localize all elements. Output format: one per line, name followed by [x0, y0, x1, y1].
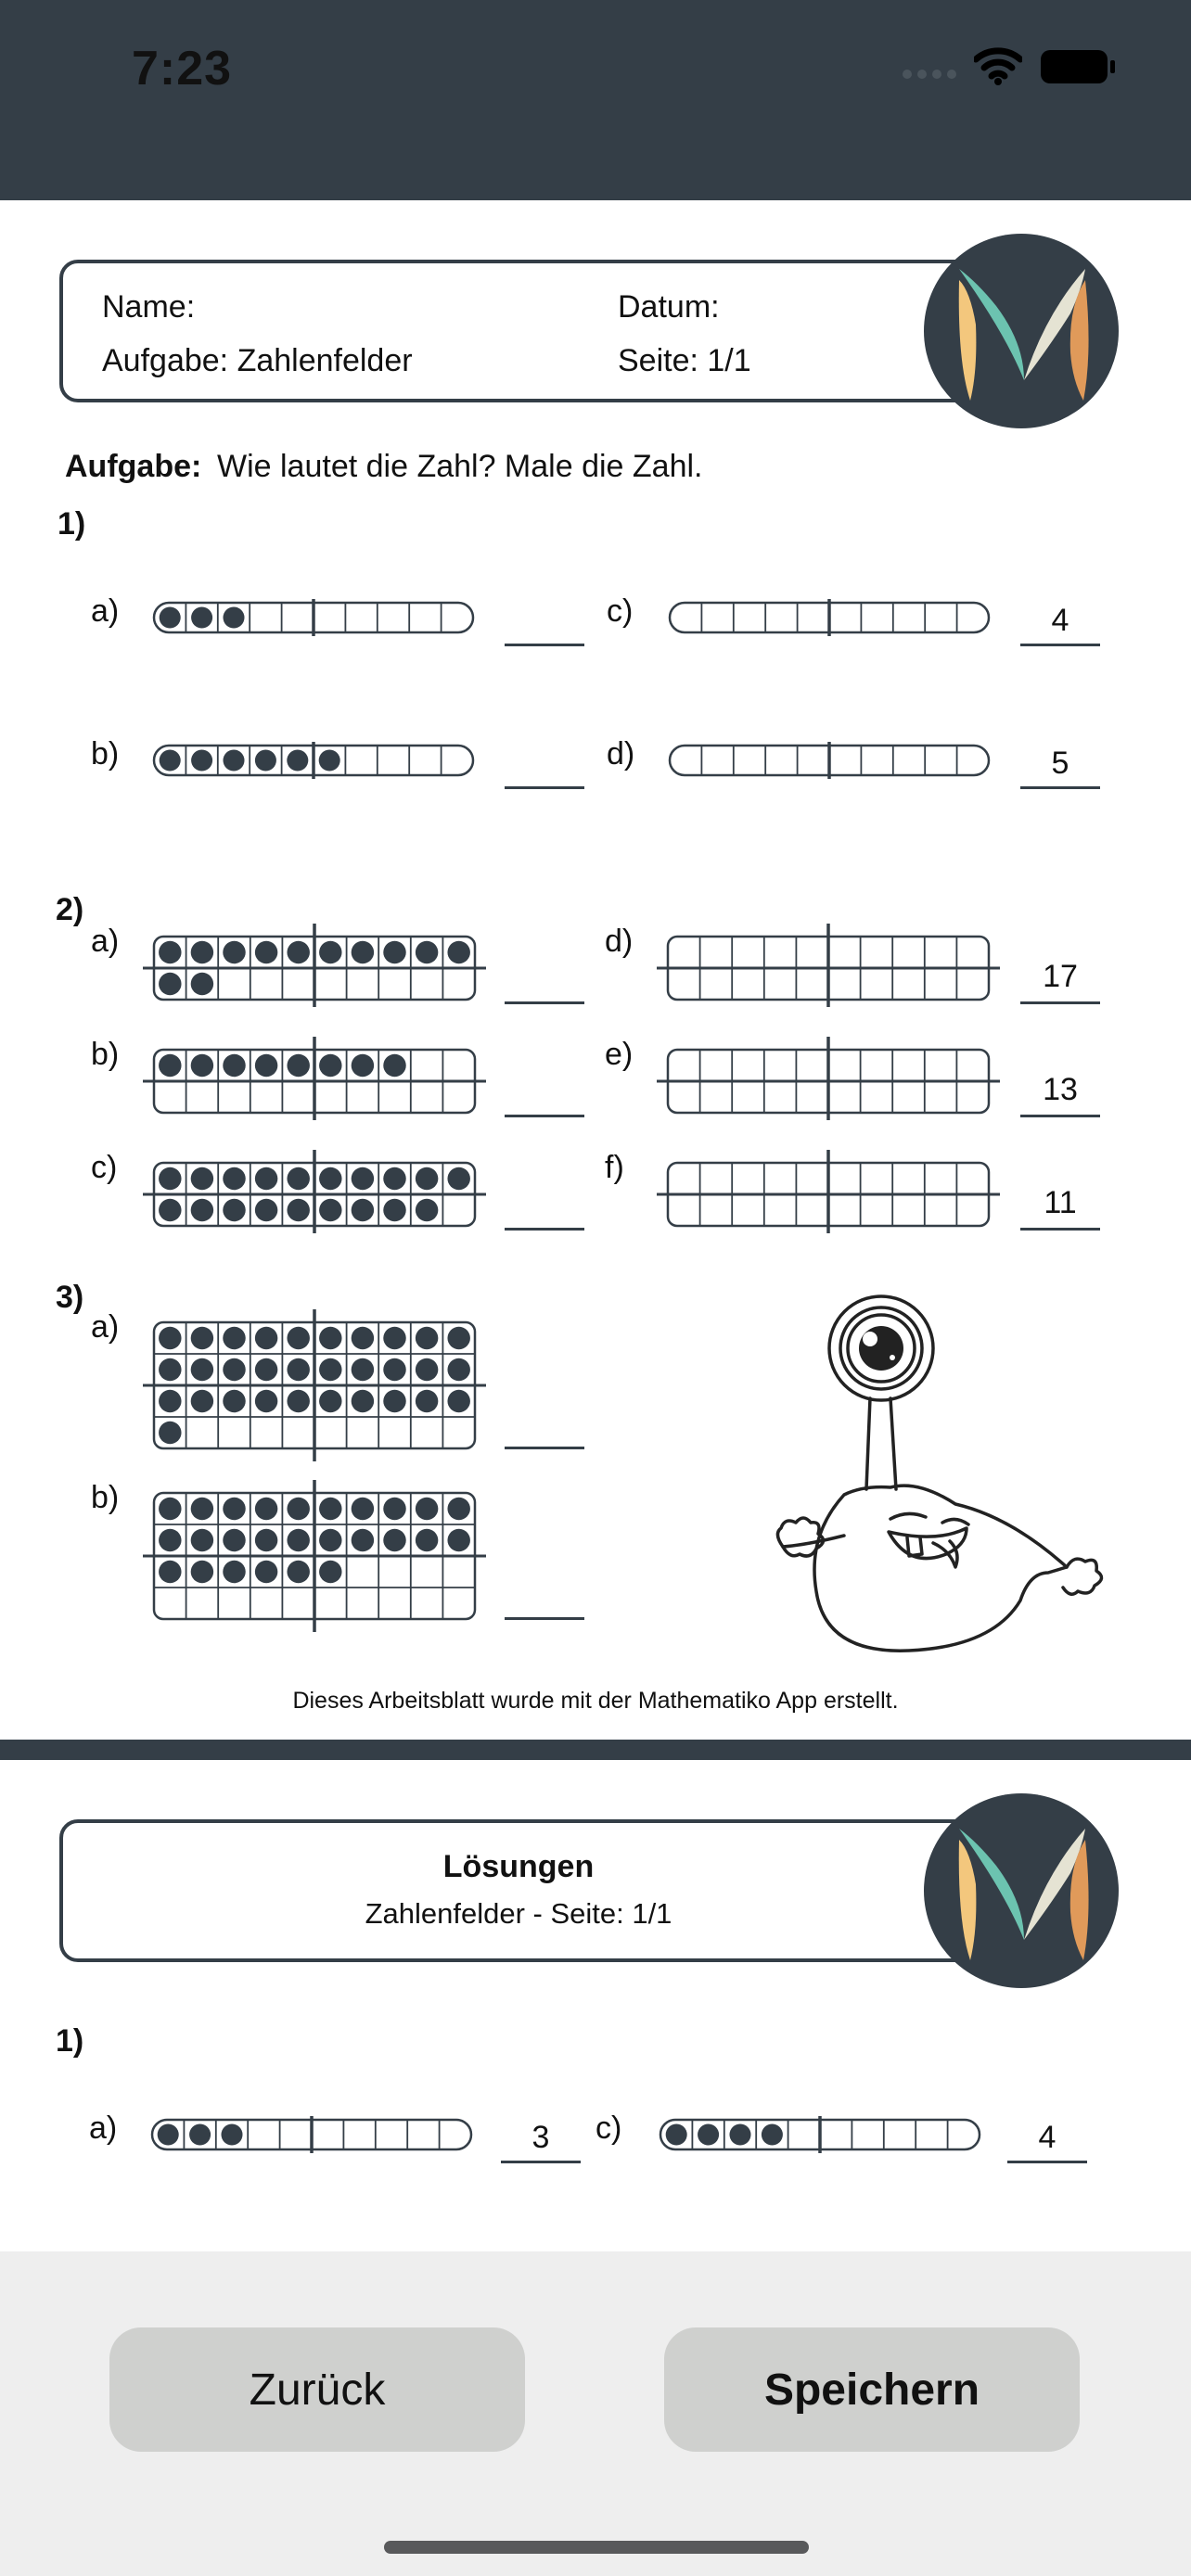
answer-line-s2-e [1020, 1115, 1100, 1117]
s1-d-letter: d) [607, 736, 635, 772]
twenty-frame-s2-a [143, 924, 486, 1007]
answer-s2-e: 13 [1043, 1072, 1078, 1107]
answer-line-s1-b [505, 786, 584, 789]
counter-dot [255, 1529, 277, 1551]
counter-dot [447, 1529, 469, 1551]
answer-s1-d: 5 [1051, 746, 1069, 781]
counter-dot [191, 1167, 213, 1190]
s2-b-letter: b) [91, 1037, 120, 1072]
counter-dot [223, 606, 244, 628]
s2-a-letter: a) [91, 924, 120, 959]
counter-dot [416, 1327, 438, 1349]
twenty-frame-s2-b [143, 1037, 486, 1120]
counter-dot [352, 1358, 374, 1381]
counter-dot [221, 2123, 242, 2145]
counter-dot [159, 1390, 181, 1412]
answer-line-s2-f [1020, 1228, 1100, 1231]
worksheet-header-box [59, 260, 978, 402]
save-button[interactable]: Speichern [664, 2327, 1080, 2452]
counter-dot [191, 1054, 213, 1077]
forty-frame-s3-b [143, 1480, 486, 1632]
counter-dot [191, 1529, 213, 1551]
twenty-frame-s2-e [657, 1037, 1000, 1120]
answer-line-s2-d [1020, 1001, 1100, 1004]
counter-dot [762, 2123, 783, 2145]
counter-dot [383, 1358, 405, 1381]
section3-label: 3) [56, 1280, 84, 1315]
worksheet-page [0, 200, 1191, 1740]
section2-label: 2) [56, 892, 84, 927]
counter-dot [287, 1167, 309, 1190]
counter-dot [319, 1529, 341, 1551]
answer-line-s1-d [1020, 786, 1100, 789]
counter-dot [352, 1390, 374, 1412]
answer-s2-d: 17 [1043, 959, 1078, 994]
wifi-icon [974, 46, 1022, 85]
counter-dot [223, 1390, 245, 1412]
counter-dot [319, 1327, 341, 1349]
counter-dot [287, 1390, 309, 1412]
counter-dot [447, 1327, 469, 1349]
counter-dot [416, 1358, 438, 1381]
ten-frame-s1-c [664, 599, 994, 636]
counter-dot [383, 1390, 405, 1412]
counter-dot [698, 2123, 719, 2145]
counter-dot [255, 1498, 277, 1520]
counter-dot [352, 1199, 374, 1221]
counter-dot [191, 1498, 213, 1520]
counter-dot [159, 973, 181, 995]
counter-dot [223, 749, 244, 771]
counter-dot [287, 1199, 309, 1221]
ten-frame-s1-d [664, 742, 994, 779]
back-button[interactable]: Zurück [109, 2327, 525, 2452]
counter-dot [189, 2123, 211, 2145]
counter-dot [255, 941, 277, 963]
page-label: Seite: 1/1 [618, 343, 751, 378]
solutions-header-box [59, 1819, 978, 1962]
counter-dot [159, 1498, 181, 1520]
counter-dot [383, 1054, 405, 1077]
counter-dot [352, 941, 374, 963]
ten-frame-solution-a [147, 2116, 477, 2153]
counter-dot [159, 941, 181, 963]
counter-dot [223, 1529, 245, 1551]
s2-c-letter: c) [91, 1150, 118, 1185]
counter-dot [223, 1358, 245, 1381]
counter-dot [416, 1390, 438, 1412]
counter-dot [319, 1054, 341, 1077]
counter-dot [319, 941, 341, 963]
answer-line-s2-b [505, 1115, 584, 1117]
counter-dot [191, 1358, 213, 1381]
cellular-signal-icon [902, 67, 959, 82]
counter-dot [159, 1561, 181, 1583]
s1-b-letter: b) [91, 736, 120, 772]
counter-dot [416, 1529, 438, 1551]
home-indicator[interactable] [384, 2541, 809, 2554]
name-label: Name: [102, 289, 196, 325]
counter-dot [191, 941, 213, 963]
counter-dot [223, 1167, 245, 1190]
counter-dot [319, 1167, 341, 1190]
status-bar [0, 0, 1191, 200]
solutions-title: Lösungen [442, 1849, 595, 1884]
counter-dot [383, 1167, 405, 1190]
counter-dot [160, 749, 181, 771]
counter-dot [223, 1327, 245, 1349]
counter-dot [319, 749, 340, 771]
instruction-text: Wie lautet die Zahl? Male die Zahl. [217, 449, 703, 484]
counter-dot [223, 1199, 245, 1221]
s1-c-letter: c) [607, 593, 634, 629]
answer-line-s2-c [505, 1228, 584, 1231]
answer-sol-a: 3 [531, 2120, 550, 2155]
counter-dot [416, 1498, 438, 1520]
answer-line-s1-a [505, 644, 584, 646]
answer-line-s1-c [1020, 644, 1100, 646]
twenty-frame-s2-f [657, 1150, 1000, 1233]
answer-line-sol-c [1007, 2161, 1087, 2163]
counter-dot [287, 1358, 309, 1381]
answer-line-s3-a [505, 1447, 584, 1449]
counter-dot [352, 1498, 374, 1520]
page-divider [0, 1740, 1191, 1760]
sol-c-letter: c) [596, 2111, 622, 2146]
s2-e-letter: e) [605, 1037, 634, 1072]
counter-dot [191, 1199, 213, 1221]
counter-dot [191, 973, 213, 995]
counter-dot [352, 1167, 374, 1190]
counter-dot [287, 1498, 309, 1520]
counter-dot [287, 941, 309, 963]
counter-dot [159, 1199, 181, 1221]
counter-dot [223, 1054, 245, 1077]
counter-dot [319, 1561, 341, 1583]
counter-dot [191, 606, 212, 628]
counter-dot [383, 1529, 405, 1551]
counter-dot [447, 1167, 469, 1190]
counter-dot [447, 1358, 469, 1381]
counter-dot [287, 1054, 309, 1077]
counter-dot [255, 1358, 277, 1381]
answer-s2-f: 11 [1044, 1185, 1077, 1220]
counter-dot [255, 1199, 277, 1221]
counter-dot [447, 1498, 469, 1520]
answer-sol-c: 4 [1038, 2120, 1057, 2155]
counter-dot [319, 1199, 341, 1221]
s3-b-letter: b) [91, 1480, 120, 1515]
s2-f-letter: f) [605, 1150, 624, 1185]
date-label: Datum: [618, 289, 720, 325]
counter-dot [255, 1390, 277, 1412]
twenty-frame-s2-d [657, 924, 1000, 1007]
counter-dot [447, 941, 469, 963]
solutions-section1-label: 1) [56, 2023, 84, 2059]
counter-dot [447, 1390, 469, 1412]
counter-dot [255, 1327, 277, 1349]
counter-dot [319, 1358, 341, 1381]
counter-dot [383, 1498, 405, 1520]
counter-dot [191, 749, 212, 771]
answer-line-s3-b [505, 1617, 584, 1620]
instruction-bold: Aufgabe: [65, 449, 202, 484]
counter-dot [255, 749, 276, 771]
counter-dot [287, 1529, 309, 1551]
counter-dot [352, 1529, 374, 1551]
answer-s1-c: 4 [1051, 603, 1069, 638]
counter-dot [159, 1529, 181, 1551]
counter-dot [223, 941, 245, 963]
counter-dot [383, 1199, 405, 1221]
counter-dot [287, 1561, 309, 1583]
task-label: Aufgabe: Zahlenfelder [102, 343, 413, 378]
counter-dot [255, 1054, 277, 1077]
counter-dot [416, 1199, 438, 1221]
counter-dot [160, 606, 181, 628]
counter-dot [416, 941, 438, 963]
counter-dot [159, 1422, 181, 1444]
counter-dot [352, 1054, 374, 1077]
counter-dot [729, 2123, 750, 2145]
solutions-page [0, 1760, 1191, 2251]
section1-label: 1) [58, 506, 86, 542]
counter-dot [159, 1054, 181, 1077]
counter-dot [191, 1390, 213, 1412]
ten-frame-s1-a [148, 599, 479, 636]
counter-dot [223, 1561, 245, 1583]
answer-line-s2-a [505, 1001, 584, 1004]
ten-frame-s1-b [148, 742, 479, 779]
s1-a-letter: a) [91, 593, 120, 629]
counter-dot [319, 1498, 341, 1520]
solutions-subtitle: Zahlenfelder - Seite: 1/1 [365, 1897, 672, 1930]
counter-dot [191, 1327, 213, 1349]
counter-dot [352, 1327, 374, 1349]
counter-dot [255, 1561, 277, 1583]
twenty-frame-s2-c [143, 1150, 486, 1233]
s3-a-letter: a) [91, 1309, 120, 1345]
counter-dot [159, 1167, 181, 1190]
counter-dot [191, 1561, 213, 1583]
counter-dot [158, 2123, 179, 2145]
counter-dot [287, 749, 308, 771]
mathematiko-logo-solutions [922, 1792, 1121, 1990]
monster-illustration [751, 1294, 1113, 1656]
s2-d-letter: d) [605, 924, 634, 959]
ten-frame-solution-c [655, 2116, 985, 2153]
counter-dot [287, 1327, 309, 1349]
forty-frame-s3-a [143, 1309, 486, 1461]
counter-dot [223, 1498, 245, 1520]
mathematiko-logo [922, 232, 1121, 430]
sol-a-letter: a) [89, 2111, 118, 2146]
counter-dot [416, 1167, 438, 1190]
counter-dot [159, 1358, 181, 1381]
counter-dot [666, 2123, 687, 2145]
counter-dot [159, 1327, 181, 1349]
footer-note: Dieses Arbeitsblatt wurde mit der Mathematiko App erstellt. [292, 1688, 899, 1714]
counter-dot [255, 1167, 277, 1190]
battery-icon [1039, 48, 1117, 85]
counter-dot [319, 1390, 341, 1412]
status-time: 7:23 [132, 42, 233, 96]
counter-dot [383, 1327, 405, 1349]
counter-dot [383, 941, 405, 963]
answer-line-sol-a [501, 2161, 581, 2163]
